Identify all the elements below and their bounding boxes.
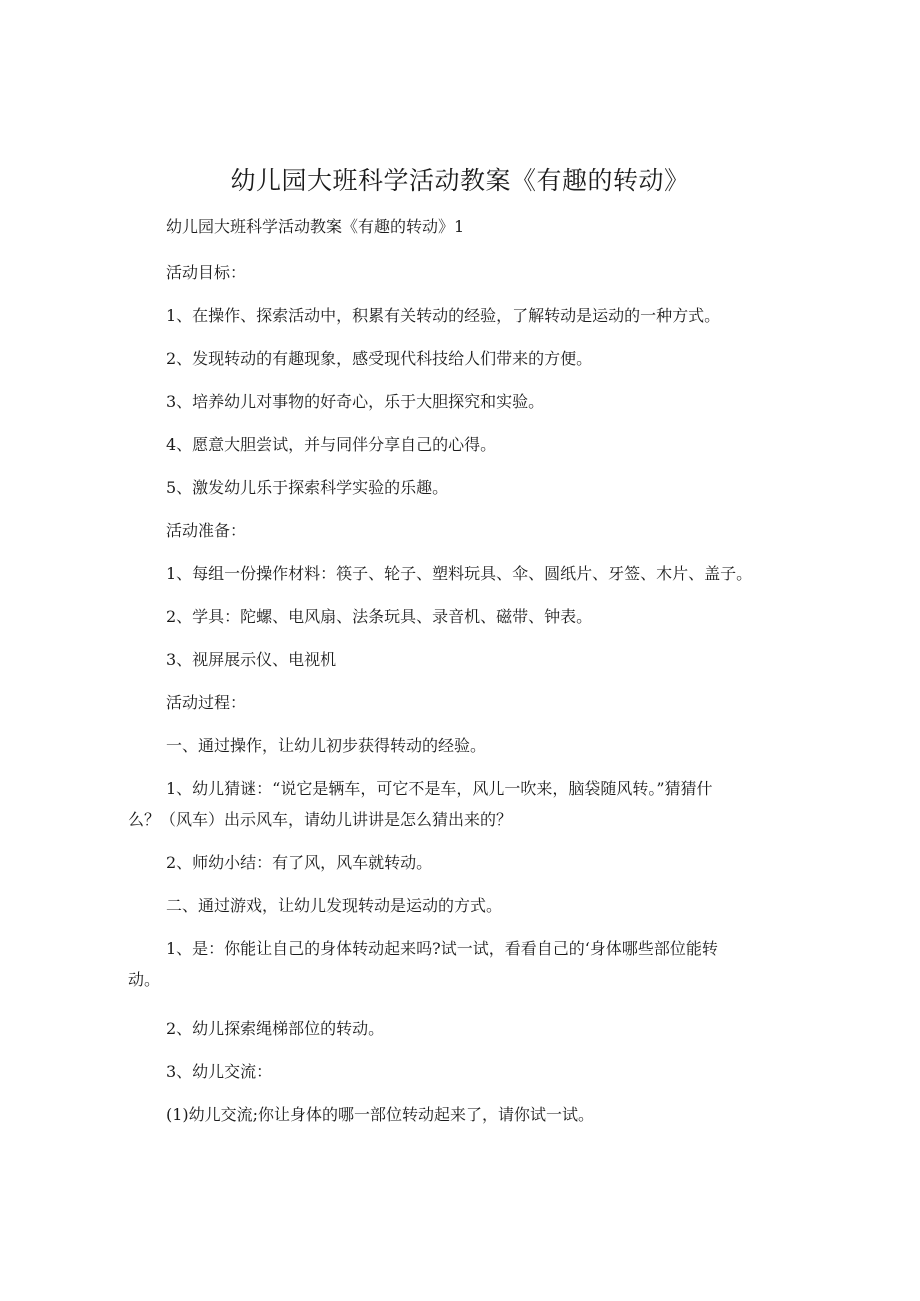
goal-item: 3、培养幼儿对事物的好奇心，乐于大胆探究和实验。 [166, 392, 545, 411]
part2-item1-line1: 1、是：你能让自己的身体转动起来吗?试一试，看看自己的‘身体哪些部位能转 [166, 939, 718, 958]
part1-item1-line1: 1、幼儿猜谜：“说它是辆车，可它不是车，风儿一吹来，脑袋随风转。”猜猜什 [166, 779, 713, 798]
part1-heading: 一、通过操作，让幼儿初步获得转动的经验。 [166, 736, 487, 755]
goals-heading: 活动目标： [166, 263, 247, 282]
prep-item: 1、每组一份操作材料：筷子、轮子、塑料玩具、伞、圆纸片、牙签、木片、盖子。 [166, 564, 753, 583]
document-subtitle: 幼儿园大班科学活动教案《有趣的转动》1 [166, 217, 465, 236]
process-heading: 活动过程： [166, 693, 247, 712]
goal-item: 5、激发幼儿乐于探索科学实验的乐趣。 [166, 478, 449, 497]
goal-item: 1、在操作、探索活动中，积累有关转动的经验，了解转动是运动的一种方式。 [166, 306, 721, 325]
part1-item2: 2、师幼小结：有了风，风车就转动。 [166, 853, 433, 872]
part2-item3: 3、幼儿交流： [166, 1062, 273, 1081]
part2-heading: 二、通过游戏，让幼儿发现转动是运动的方式。 [166, 896, 503, 915]
prep-item: 2、学具：陀螺、电风扇、法条玩具、录音机、磁带、钟表。 [166, 607, 593, 626]
part2-item1-line2: 动。 [128, 970, 161, 989]
goal-item: 4、愿意大胆尝试，并与同伴分享自己的心得。 [166, 435, 497, 454]
prep-heading: 活动准备： [166, 521, 247, 540]
part2-item3-sub1: (1)幼儿交流;你让身体的哪一部位转动起来了，请你试一试。 [166, 1105, 595, 1124]
document-title: 幼儿园大班科学活动教案《有趣的转动》 [230, 166, 690, 195]
part2-item2: 2、幼儿探索绳梯部位的转动。 [166, 1019, 385, 1038]
part1-item1-line2: 么？（风车）出示风车，请幼儿讲讲是怎么猜出来的？ [128, 810, 513, 829]
prep-item: 3、视屏展示仪、电视机 [166, 650, 337, 669]
goal-item: 2、发现转动的有趣现象，感受现代科技给人们带来的方便。 [166, 349, 593, 368]
